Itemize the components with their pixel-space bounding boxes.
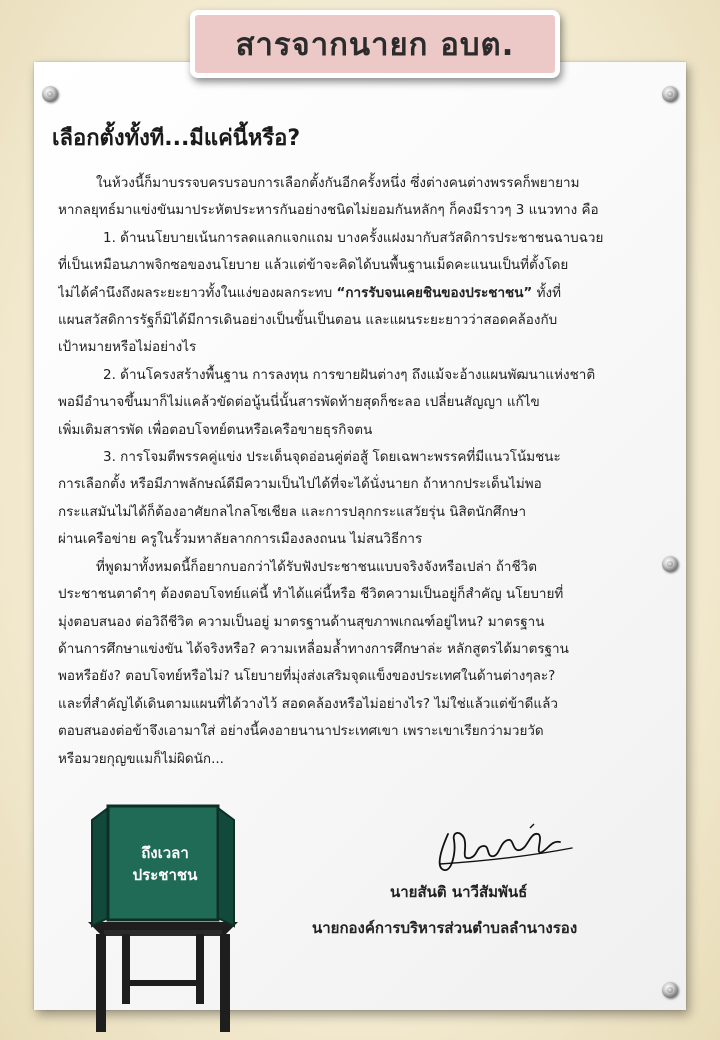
text-line: 2. ด้านโครงสร้างพื้นฐาน การลงทุน การขายฝันต่างๆ ถึงแม้จะอ้างแผนพัฒนาแห่งชาติ: [103, 366, 596, 383]
booth-table-leg: [196, 934, 204, 1004]
highlighted-quote: “การรับจนเคยชินของประชาชน”: [336, 284, 533, 301]
text-line: ที่พูดมาทั้งหมดนี้ก็อยากบอกว่าได้รับฟังประชาชนแบบจริงจังหรือเปล่า ถ้าชีวิต: [96, 558, 537, 575]
text-line: มุ่งตอบสนอง ต่อวิถีชีวิต ความเป็นอยู่ มาตรฐานด้านสุขภาพเกณฑ์อยู่ไหน? มาตรฐาน: [58, 613, 545, 630]
text-fragment: ทั้งที่: [532, 284, 561, 301]
booth-panel-right: [218, 808, 234, 926]
text-line: หากลยุทธ์มาแข่งขันมาประหัตประหารกันอย่างชนิดไม่ยอมกันหลักๆ ก็คงมีราวๆ 3 แนวทาง คือ: [58, 202, 599, 219]
text-line: และที่สำคัญได้เดินตามแผนที่ได้วางไว้ สอดคล้องหรือไม่อย่างไร? ไม่ใช่แล้วแต่ข้าดีแล้ว: [58, 695, 558, 712]
text-line: ผ่านเครือข่าย ครูในรั้วมหาลัยลากการเมืองลงถนน ไม่สนวิธีการ: [58, 531, 423, 548]
pin-icon: [42, 86, 58, 102]
pin-icon: [662, 86, 678, 102]
text-line: ประชาชนตาดำๆ ต้องตอบโจทย์แค่นี้ ทำได้แค่นี้หรือ ชีวิตความเป็นอยู่ก็สำคัญ นโยบายที่: [58, 586, 564, 603]
text-fragment: ไม่ได้คำนึงถึงผลระยะยาวทั้งในแง่ของผลกระทบ: [58, 284, 337, 301]
booth-table-leg: [122, 934, 130, 1004]
page-title: สารจากนายก อบต.: [235, 27, 515, 63]
booth-table-leg: [220, 934, 230, 1032]
booth-label-line: ประชาชน: [132, 866, 198, 884]
title-banner: [190, 10, 560, 78]
handwritten-signature: [430, 822, 580, 878]
text-line: หรือมวยกุญขแมก็ไม่ผิดนัก...: [58, 750, 224, 767]
text-line: เป้าหมายหรือไม่อย่างไร: [58, 339, 197, 356]
signatory-position: นายกองค์การบริหารส่วนตำบลลำนางรอง: [312, 919, 578, 937]
text-line: เพิ่มเติมสารพัด เพื่อตอบโจทย์ตนหรือเครือขายธุรกิจตน: [58, 421, 373, 438]
booth-label-line: ถึงเวลา: [141, 844, 189, 862]
voting-booth-illustration: [88, 802, 238, 1032]
text-line: กระแสมันไม่ได้ก็ต้องอาศัยกลไกลโซเชียล และการปลุกกระแสวัยรุ่น นิสิตนักศึกษา: [58, 503, 527, 520]
text-line: ในห้วงนี้ก็มาบรรจบครบรอบการเลือกตั้งกันอีกครั้งหนึ่ง ซึ่งต่างคนต่างพรรคก็พยายาม: [96, 175, 580, 191]
pin-icon: [662, 982, 678, 998]
booth-label: [118, 842, 212, 886]
text-line: การเลือกตั้ง หรือมีภาพลักษณ์ดีมีความเป็นไปได้ที่จะได้นั่งนายก ถ้าหากประเด็นไม่พอ: [58, 476, 542, 493]
text-line: ที่เป็นเหมือนภาพจิกซอของนโยบาย แล้วแต่ข้าจะคิดได้บนพื้นฐานเม็ดคะแนนเป็นที่ตั้งโดย: [58, 257, 569, 274]
booth-table-leg: [96, 934, 106, 1032]
article-body: [58, 170, 678, 773]
text-line: แผนสวัสดิการรัฐก็มิได้มีการเดินอย่างเป็นขั้นเป็นตอน และแผนระยะยาวว่าสอดคล้องกับ: [58, 312, 558, 329]
signatory-name: นายสันติ นาวีสัมพันธ์: [390, 883, 528, 901]
text-line: 3. การโจมตีพรรคคู่แข่ง ประเด็นจุดอ่อนคู่ต่อสู้ โดยเฉพาะพรรคที่มีแนวโน้มชนะ: [103, 449, 561, 466]
text-line: 1. ด้านนโยบายเน้นการลดแลกแจกแถม บางครั้งแฝงมากับสวัสดิการประชาชนฉาบฉวย: [103, 229, 604, 246]
text-line: ด้านการศึกษาแข่งขัน ได้จริงหรือ? ความเหลื่อมล้ำทางการศึกษาล่ะ หลักสูตรได้มาตรฐาน: [58, 640, 569, 657]
text-line: พอมีอำนาจขึ้นมาก็ไม่แคล้วขัดต่อนู้นนี่นั้นสารพัดท้ายสุดก็ชะลอ เปลี่ยนสัญญา แก้ไข: [58, 394, 540, 411]
text-line: [58, 280, 678, 307]
article-heading: เลือกตั้งทั้งที...มีแค่นี้หรือ?: [52, 126, 301, 151]
text-line: พอหรือยัง? ตอบโจทย์หรือไม่? นโยบายที่มุ่งส่งเสริมจุดแข็งของประเทศในด้านต่างๆละ?: [58, 668, 556, 685]
text-line: ตอบสนองต่อข้าจึงเอามาใส่ อย่างนี้คงอายนานาประเทศเขา เพราะเขาเรียกว่ามวยวัด: [58, 723, 544, 740]
booth-panel-left: [92, 808, 108, 926]
